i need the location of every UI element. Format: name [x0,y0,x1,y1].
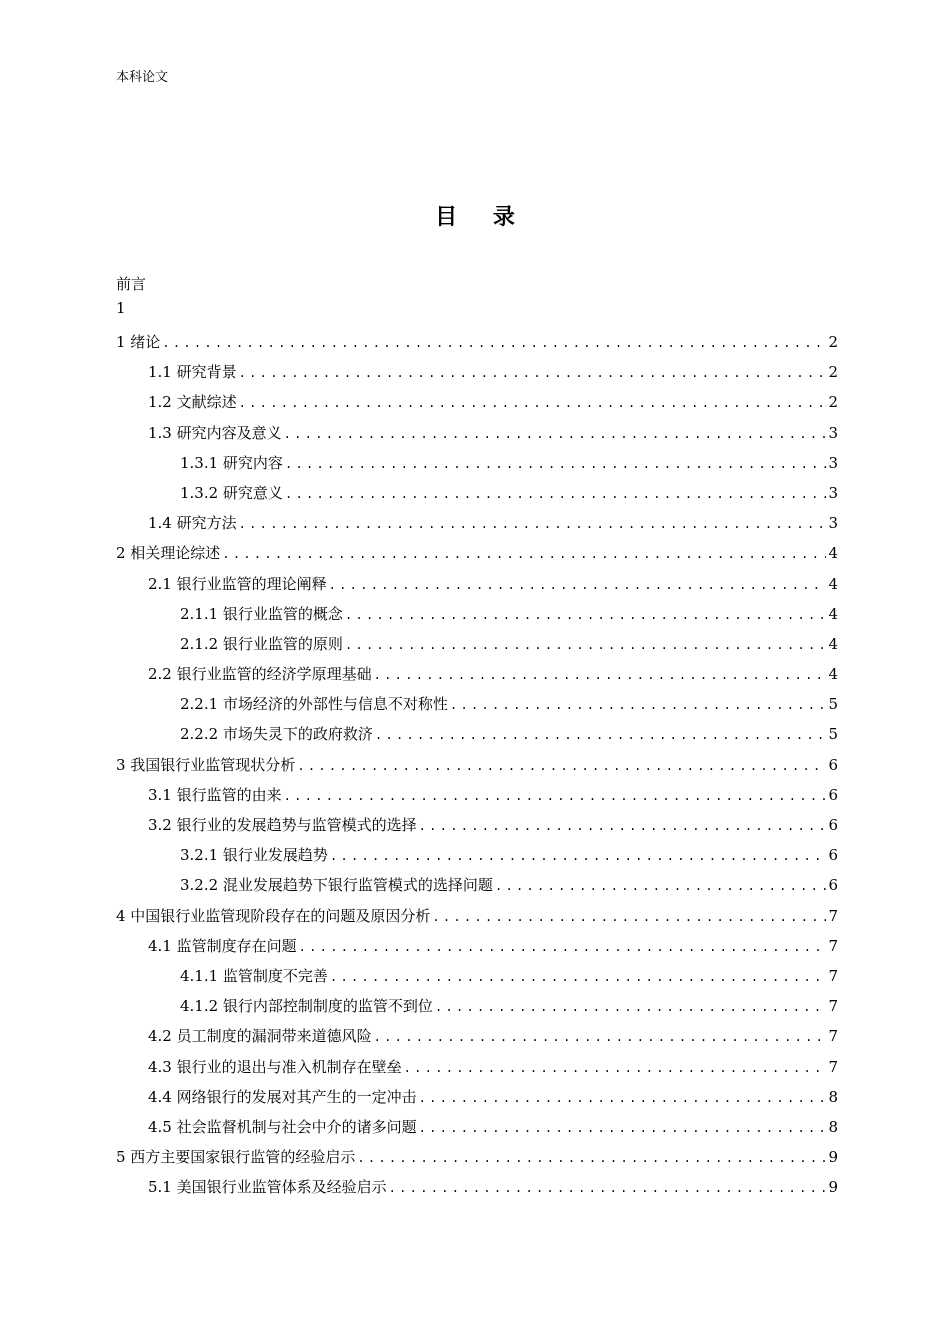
toc-entry-page: 6 [828,755,838,774]
toc-entry-label: 2.2.2 市场失灵下的政府救济 [180,725,373,744]
toc-entry-page: 7 [828,906,838,925]
toc-entry[interactable] [116,931,838,961]
toc-entry-label: 1 绪论 [116,333,161,351]
toc-entry-label: 5 西方主要国家银行监管的经验启示 [116,1148,356,1167]
toc-leader-dots [330,841,827,871]
toc-entry[interactable] [116,1052,838,1082]
toc-entry[interactable] [116,719,838,749]
toc-entry[interactable] [116,870,838,900]
toc-leader-dots [299,932,827,962]
toc-entry[interactable] [116,418,838,448]
toc-entry-label: 1.3.1 研究内容 [180,453,283,472]
toc-entry-label: 2.1.2 银行业监管的原则 [180,634,343,653]
toc-entry[interactable] [116,448,838,478]
toc-entry-label: 2.2 银行业监管的经济学原理基础 [148,665,372,684]
toc-leader-dots [239,358,827,388]
toc-leader-dots [357,1143,826,1173]
toc-entry[interactable] [116,569,838,599]
toc-leader-dots [450,690,827,720]
toc-entry[interactable] [116,478,838,508]
toc-leader-dots [374,660,827,690]
toc-entry-page: 3 [828,423,838,442]
toc-title: 目 录 [435,204,529,230]
toc-leader-dots [284,419,827,449]
toc-entry-label: 2.1.1 银行业监管的概念 [180,604,343,623]
toc-leader-dots [297,751,826,781]
toc-entry-page: 2 [828,333,838,351]
toc-entry[interactable] [116,387,838,417]
toc-entry[interactable] [116,750,838,780]
toc-leader-dots [239,388,827,418]
toc-entry-page: 7 [828,966,838,985]
toc-entry-page: 9 [828,1148,838,1167]
toc-leader-dots [345,630,827,660]
toc-entry[interactable] [116,599,838,629]
toc-entry[interactable] [116,1112,838,1142]
toc-entry-page: 4 [828,634,838,653]
toc-entry[interactable] [116,901,838,931]
toc-leader-dots [404,1053,827,1083]
toc-entry-page: 3 [828,514,838,533]
toc-leader-dots [419,1113,827,1143]
toc-entry-label: 4.4 网络银行的发展对其产生的一定冲击 [148,1087,417,1106]
toc-entry[interactable] [116,840,838,870]
toc-entry-label: 2.2.1 市场经济的外部性与信息不对称性 [180,695,448,714]
toc-entry-label: 4.2 员工制度的漏洞带来道德风险 [148,1027,372,1046]
toc-entry[interactable] [116,810,838,840]
toc-leader-dots [375,720,827,750]
toc-entry-page: 5 [828,725,838,744]
toc-entry-page: 4 [828,574,838,593]
toc-entry-label: 3.2.2 混业发展趋势下银行监管模式的选择问题 [180,876,493,895]
toc-entry-label: 3.2.1 银行业发展趋势 [180,846,328,865]
toc-entry-label: 2 相关理论综述 [116,544,221,563]
toc-entry-page: 8 [828,1087,838,1106]
toc-entry-page: 4 [828,544,838,563]
toc-entry[interactable] [116,659,838,689]
toc-entry-page: 4 [828,665,838,684]
toc-entry[interactable] [116,327,838,357]
toc-entry[interactable] [116,991,838,1021]
toc-entry-label: 4.1.2 银行内部控制制度的监管不到位 [180,997,433,1016]
toc-entry[interactable] [116,1142,838,1172]
toc-entry-page: 6 [828,816,838,834]
toc-entry-label: 3.1 银行监管的由来 [148,785,282,804]
toc-preface[interactable] [116,272,146,320]
toc-leader-dots [419,1083,827,1113]
toc-entry-label: 4 中国银行业监管现阶段存在的问题及原因分析 [116,906,431,925]
toc-entry[interactable] [116,1172,838,1202]
toc-entry[interactable] [116,538,838,568]
toc-entry-page: 6 [828,876,838,895]
toc-entry-label: 4.3 银行业的退出与准入机制存在壁垒 [148,1057,402,1076]
toc-entry-page: 3 [828,453,838,472]
toc-list [116,327,838,1202]
toc-leader-dots [329,570,827,600]
toc-leader-dots [330,962,827,992]
toc-entry-label: 1.2 文献综述 [148,393,237,412]
toc-entry[interactable] [116,780,838,810]
toc-entry[interactable] [116,1021,838,1051]
toc-leader-dots [432,902,826,932]
toc-entry-label: 1.1 研究背景 [148,363,237,382]
toc-entry[interactable] [116,961,838,991]
toc-entry-label: 1.3.2 研究意义 [180,483,283,502]
toc-entry[interactable] [116,357,838,387]
toc-entry[interactable] [116,508,838,538]
toc-entry-page: 2 [828,393,838,412]
toc-entry-page: 5 [828,695,838,714]
toc-entry-page: 7 [828,997,838,1016]
toc-entry-page: 8 [828,1117,838,1136]
toc-entry-label: 4.1.1 监管制度不完善 [180,966,328,985]
toc-entry[interactable] [116,1082,838,1112]
toc-entry-label: 2.1 银行业监管的理论阐释 [148,574,327,593]
toc-leader-dots [419,811,827,841]
toc-entry-page: 4 [828,604,838,623]
toc-entry-page: 7 [828,936,838,955]
toc-entry-label: 1.4 研究方法 [148,514,237,533]
toc-entry-page: 9 [828,1178,838,1197]
toc-leader-dots [345,600,827,630]
toc-leader-dots [435,992,827,1022]
toc-entry-label: 5.1 美国银行业监管体系及经验启示 [148,1178,387,1197]
toc-leader-dots [284,781,827,811]
toc-entry-page: 3 [828,483,838,502]
toc-entry-page: 7 [828,1027,838,1046]
toc-entry-label: 1.3 研究内容及意义 [148,423,282,442]
toc-leader-dots [285,449,827,479]
toc-leader-dots [495,871,827,901]
toc-leader-dots [222,539,826,569]
toc-leader-dots [285,479,827,509]
toc-preface-label: 前言 [116,275,147,293]
toc-entry-page: 2 [828,363,838,382]
toc-entry-label: 3 我国银行业监管现状分析 [116,755,296,774]
toc-leader-dots [239,509,827,539]
toc-leader-dots [162,328,826,358]
toc-entry-page: 7 [828,1057,838,1076]
toc-entry-page: 6 [828,846,838,865]
toc-entry-label: 4.5 社会监督机制与社会中介的诸多问题 [148,1117,417,1136]
toc-leader-dots [374,1022,827,1052]
toc-entry[interactable] [116,689,838,719]
toc-entry-page: 6 [828,785,838,804]
toc-preface-page: 1 [116,299,126,317]
toc-entry[interactable] [116,629,838,659]
page-header-text: 本科论文 [116,70,169,85]
toc-entry-label: 4.1 监管制度存在问题 [148,936,297,955]
toc-leader-dots [389,1173,827,1203]
toc-entry-label: 3.2 银行业的发展趋势与监管模式的选择 [148,816,417,834]
